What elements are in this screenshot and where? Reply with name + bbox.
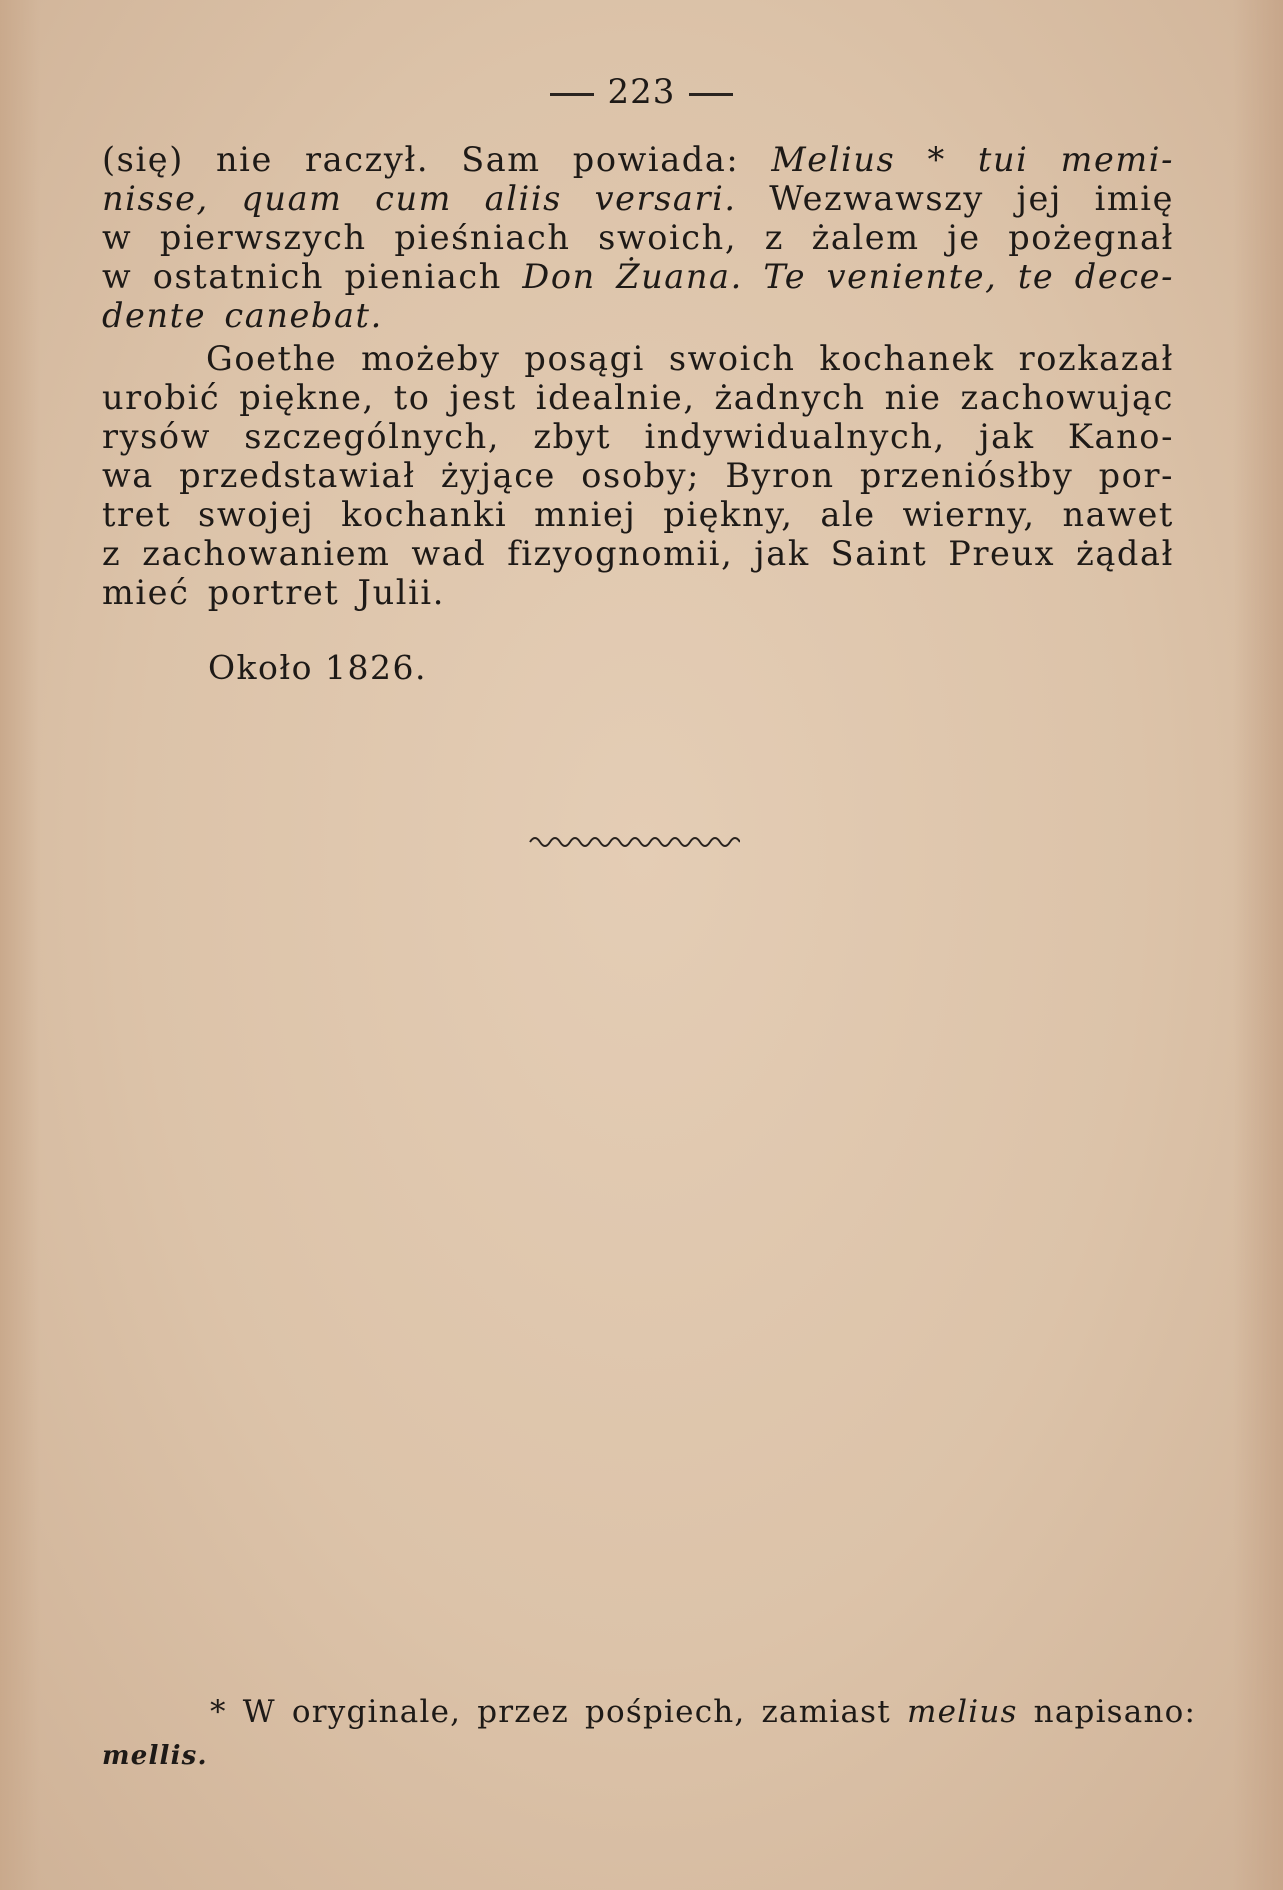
roman-text: (się) nie raczył. Sam powiada: <box>102 140 772 179</box>
text-line: wa przedstawiał żyjące osoby; Byron przeniósłby por- <box>102 456 1174 495</box>
paragraph-goethe-byron <box>102 339 1174 612</box>
italic-text: Don Żuana. Te veniente, te dece- <box>522 257 1174 296</box>
text-line <box>102 140 1174 179</box>
footnote-continuation: mellis. <box>102 1741 208 1771</box>
text-line <box>102 218 1174 257</box>
text-line: tret swojej kochanki mniej piękny, ale wierny, nawet <box>102 495 1174 534</box>
text-line <box>102 296 1174 335</box>
page-edge-shadow-left <box>0 0 40 1890</box>
page-number <box>0 72 1283 112</box>
text-line: Goethe możeby posągi swoich kochanek rozkazał <box>206 339 1174 378</box>
italic-text: dente canebat. <box>102 296 383 335</box>
text-line <box>102 179 1174 218</box>
italic-text: Melius * tui memi- <box>771 140 1174 179</box>
text-line: rysów szczególnych, zbyt indywidualnych, jak Kano- <box>102 417 1174 456</box>
page-number-value: 223 <box>607 72 676 112</box>
text-line: z zachowaniem wad fizyognomii, jak Saint Preux żądał <box>102 534 1174 573</box>
roman-text: w pierwszych pieśniach swoich, z żalem je pożegnał <box>102 218 1174 257</box>
roman-text: w ostatnich pieniach <box>102 257 523 296</box>
roman-text: Wezwawszy jej imię <box>736 179 1174 218</box>
text-line <box>102 257 1174 296</box>
footnote <box>102 1690 1197 1778</box>
footnote-line-1 <box>102 1690 1197 1734</box>
footnote-marker: * <box>210 1694 227 1730</box>
footnote-italic-word: melius <box>906 1694 1018 1730</box>
page-edge-shadow-right <box>1233 0 1283 1890</box>
text-line: urobić piękne, to jest idealnie, żadnych nie zachowując <box>102 378 1174 417</box>
paragraph-byron-quote <box>102 140 1174 335</box>
date-signature: Około 1826. <box>208 648 427 687</box>
footnote-text-after: napisano: <box>1017 1694 1197 1730</box>
page-number-dash-right <box>689 93 733 96</box>
page-number-dash-left <box>550 93 594 96</box>
italic-text: nisse, quam cum aliis versari. <box>102 179 737 218</box>
text-line: mieć portret Julii. <box>102 573 445 612</box>
footnote-text-before: W oryginale, przez pośpiech, zamiast <box>226 1694 907 1730</box>
wavy-divider-ornament <box>528 832 740 852</box>
